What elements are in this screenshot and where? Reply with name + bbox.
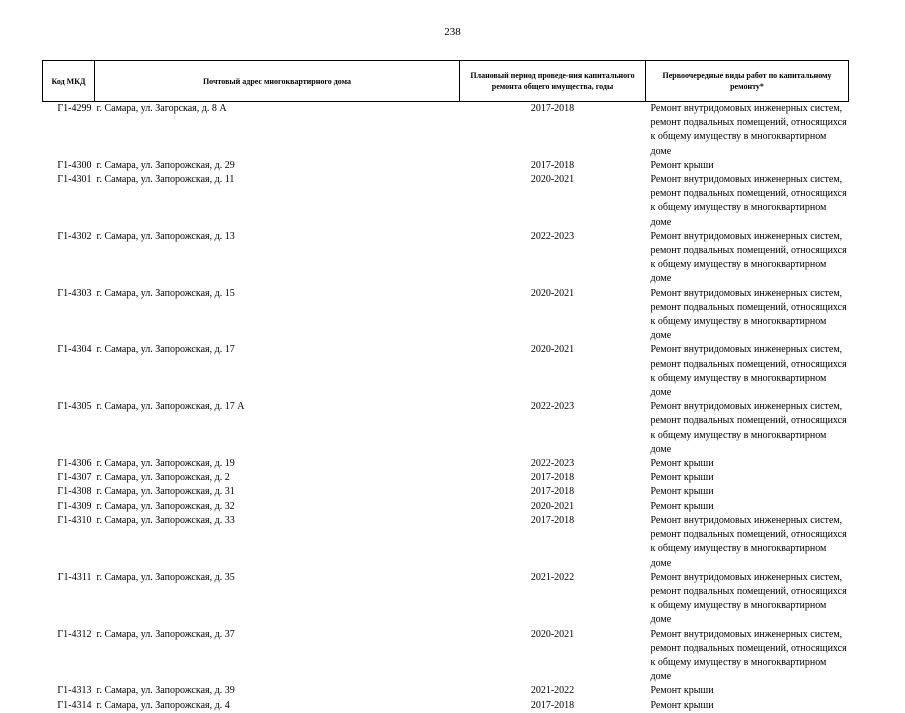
- cell-period: 2022-2023: [530, 230, 575, 242]
- table-row: [43, 230, 849, 287]
- cell-address: г. Самара, ул. Запорожская, д. 17: [96, 344, 235, 356]
- cell-address: г. Самара, ул. Запорожская, д. 11: [96, 174, 235, 186]
- cell-code: Г1-4313: [57, 685, 92, 697]
- cell-period: 2017-2018: [530, 699, 575, 711]
- cell-period: 2022-2023: [530, 401, 575, 413]
- cell-period: 2021-2022: [530, 571, 575, 583]
- table-row: [43, 514, 849, 571]
- cell-works: Ремонт крыши: [650, 500, 714, 512]
- table-row: [43, 343, 849, 400]
- cell-works: Ремонт внутридомовых инженерных систем, ремонт подвальных помещений, относящихся к общему имуществу в многоквартирном доме: [650, 287, 847, 342]
- cell-address: г. Самара, ул. Запорожская, д. 29: [96, 159, 235, 171]
- cell-works: Ремонт внутридомовых инженерных систем, ремонт подвальных помещений, относящихся к общему имуществу в многоквартирном доме: [650, 514, 847, 569]
- cell-period: 2020-2021: [530, 174, 575, 186]
- table-row: [43, 699, 849, 713]
- cell-period: 2017-2018: [530, 159, 575, 171]
- cell-address: г. Самара, ул. Запорожская, д. 33: [96, 514, 235, 526]
- cell-code: Г1-4302: [57, 230, 92, 242]
- cell-address: г. Самара, ул. Запорожская, д. 13: [96, 230, 235, 242]
- cell-address: г. Самара, ул. Загорская, д. 8 А: [96, 103, 227, 114]
- cell-period: 2017-2018: [530, 103, 575, 114]
- cell-code: Г1-4299: [57, 103, 92, 114]
- cell-works: Ремонт крыши: [650, 699, 714, 711]
- cell-address: г. Самара, ул. Запорожская, д. 37: [96, 628, 235, 640]
- cell-period: 2020-2021: [530, 344, 575, 356]
- cell-period: 2021-2022: [530, 685, 575, 697]
- cell-period: 2020-2021: [530, 287, 575, 299]
- cell-works: Ремонт внутридомовых инженерных систем, ремонт подвальных помещений, относящихся к общему имуществу в многоквартирном доме: [650, 174, 847, 228]
- cell-works: Ремонт крыши: [650, 472, 714, 484]
- cell-period: 2020-2021: [530, 628, 575, 640]
- cell-code: Г1-4301: [57, 174, 92, 186]
- cell-code: Г1-4304: [57, 344, 92, 356]
- header-works: Первоочередные виды работ по капитальному ремонту*: [646, 61, 849, 102]
- table-row: [43, 400, 849, 457]
- table-row: [43, 628, 849, 685]
- cell-address: г. Самара, ул. Запорожская, д. 15: [96, 287, 235, 299]
- cell-address: г. Самара, ул. Запорожская, д. 17 А: [96, 401, 245, 413]
- cell-works: Ремонт крыши: [650, 159, 714, 171]
- table-row: [43, 471, 849, 485]
- cell-works: Ремонт крыши: [650, 685, 714, 697]
- cell-code: Г1-4310: [57, 514, 92, 526]
- cell-code: Г1-4300: [57, 159, 92, 171]
- page-number: 238: [444, 26, 461, 38]
- cell-code: Г1-4312: [57, 628, 92, 640]
- cell-address: г. Самара, ул. Запорожская, д. 39: [96, 685, 235, 697]
- cell-address: г. Самара, ул. Запорожская, д. 4: [96, 699, 230, 711]
- cell-period: 2017-2018: [530, 486, 575, 498]
- cell-code: Г1-4305: [57, 401, 92, 413]
- table-row: [43, 287, 849, 344]
- header-period: Плановый период проведе-ния капитального ремонта общего имущества, годы: [460, 61, 646, 102]
- cell-period: 2017-2018: [530, 472, 575, 484]
- cell-address: г. Самара, ул. Запорожская, д. 19: [96, 458, 235, 470]
- cell-code: Г1-4308: [57, 486, 92, 498]
- cell-address: г. Самара, ул. Запорожская, д. 2: [96, 472, 230, 484]
- header-row: [43, 61, 849, 102]
- cell-address: г. Самара, ул. Запорожская, д. 32: [96, 500, 235, 512]
- table-body: [43, 102, 849, 713]
- table-row: [43, 485, 849, 499]
- cell-code: Г1-4303: [57, 287, 92, 299]
- table-row: [43, 102, 849, 159]
- cell-works: Ремонт внутридомовых инженерных систем, ремонт подвальных помещений, относящихся к общему имуществу в многоквартирном доме: [650, 401, 847, 455]
- cell-works: Ремонт крыши: [650, 458, 714, 470]
- cell-works: Ремонт внутридомовых инженерных систем, ремонт подвальных помещений, относящихся к общему имуществу в многоквартирном доме: [650, 344, 847, 399]
- header-address: Почтовый адрес многоквартирного дома: [95, 61, 460, 102]
- cell-code: Г1-4309: [57, 500, 92, 512]
- table-header: [43, 61, 849, 102]
- cell-period: 2022-2023: [530, 458, 575, 470]
- header-code: Код МКД: [43, 61, 95, 102]
- table-row: [43, 173, 849, 230]
- table-row: [43, 571, 849, 628]
- table-row: [43, 684, 849, 698]
- table-row: [43, 457, 849, 471]
- table-row: [43, 159, 849, 173]
- cell-works: Ремонт внутридомовых инженерных систем, ремонт подвальных помещений, относящихся к общему имуществу в многоквартирном доме: [650, 571, 847, 626]
- cell-works: Ремонт внутридомовых инженерных систем, ремонт подвальных помещений, относящихся к общему имуществу в многоквартирном доме: [650, 628, 847, 683]
- capital-repair-table: [42, 60, 849, 713]
- cell-address: г. Самара, ул. Запорожская, д. 35: [96, 571, 235, 583]
- cell-works: Ремонт внутридомовых инженерных систем, ремонт подвальных помещений, относящихся к общему имуществу в многоквартирном доме: [650, 230, 847, 285]
- table-row: [43, 500, 849, 514]
- cell-code: Г1-4314: [57, 699, 92, 711]
- cell-code: Г1-4307: [57, 472, 92, 484]
- cell-works: Ремонт внутридомовых инженерных систем, ремонт подвальных помещений, относящихся к общему имуществу в многоквартирном доме: [650, 103, 847, 157]
- cell-code: Г1-4306: [57, 458, 92, 470]
- cell-address: г. Самара, ул. Запорожская, д. 31: [96, 486, 235, 498]
- cell-code: Г1-4311: [57, 571, 92, 583]
- cell-works: Ремонт крыши: [650, 486, 714, 498]
- cell-period: 2017-2018: [530, 514, 575, 526]
- cell-period: 2020-2021: [530, 500, 575, 512]
